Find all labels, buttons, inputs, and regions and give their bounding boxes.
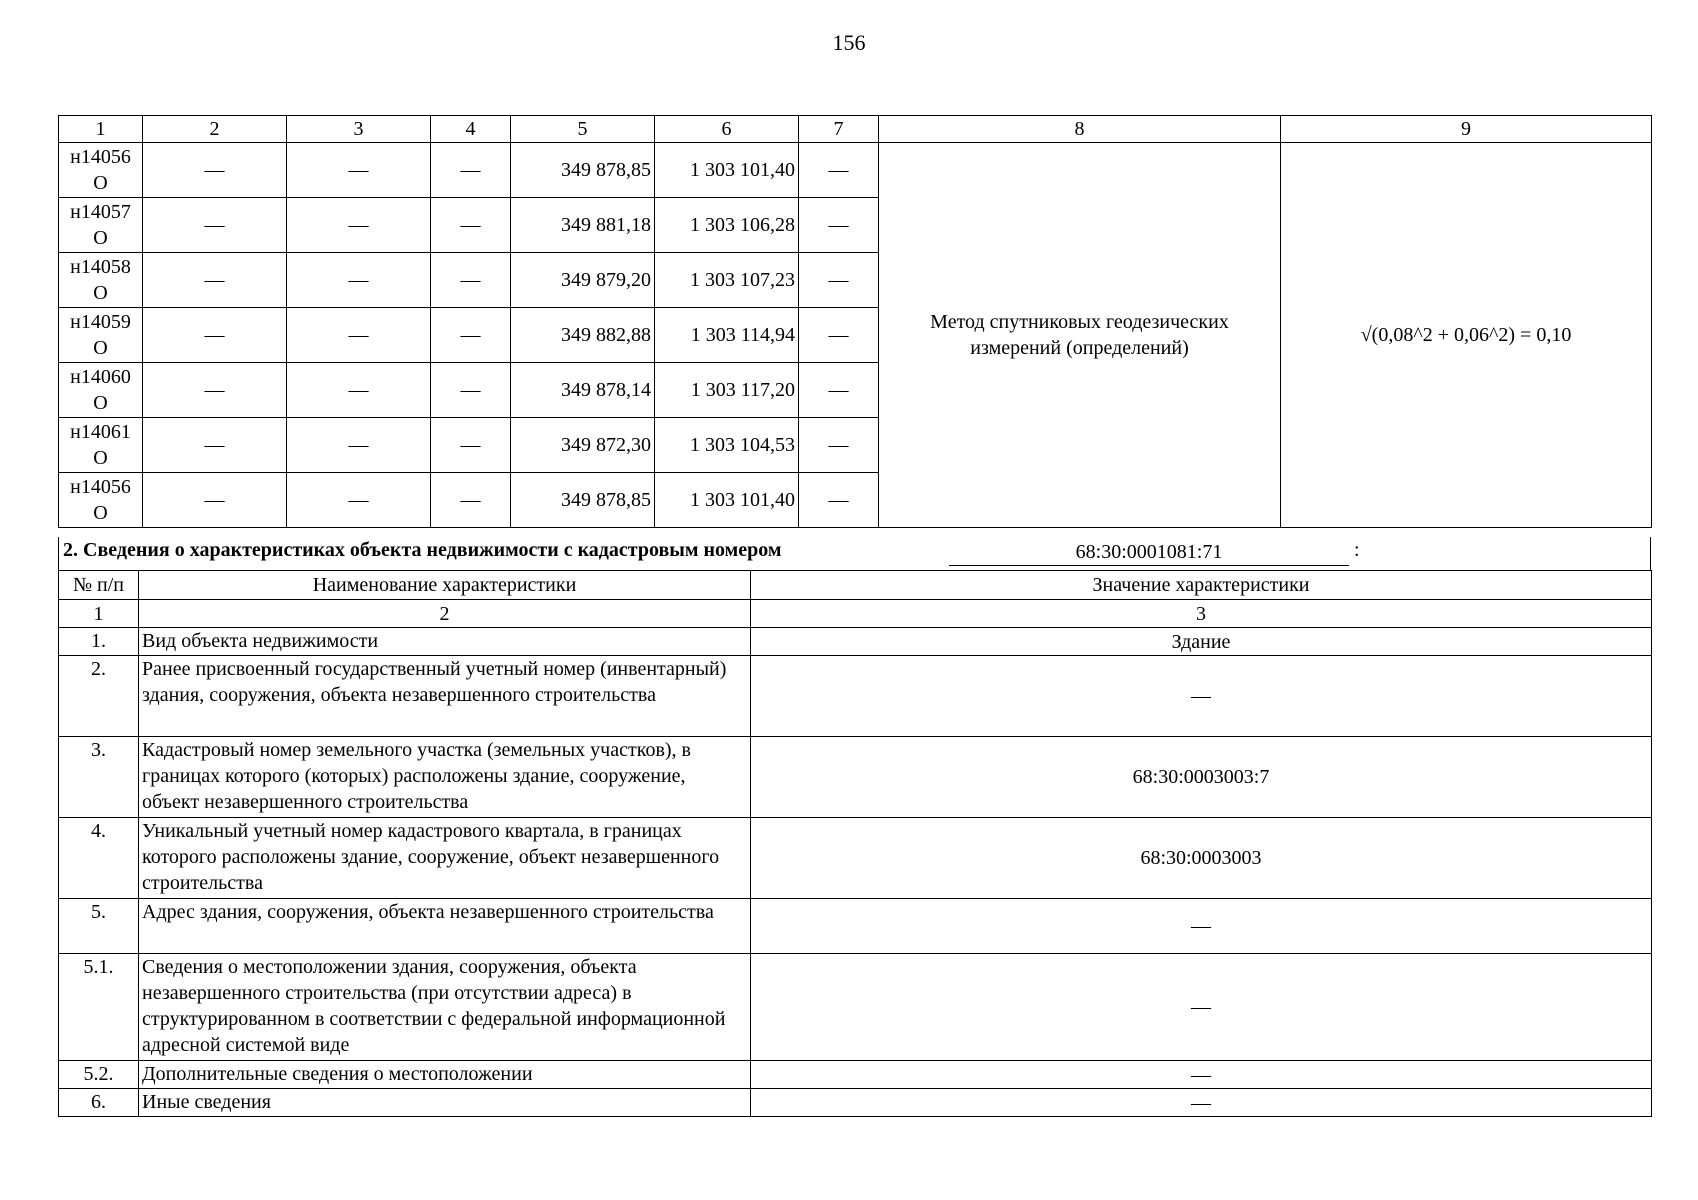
dash-cell: — bbox=[143, 308, 287, 363]
chars-colnum-row bbox=[59, 600, 1652, 628]
dash-cell: — bbox=[431, 473, 511, 528]
chars-header-row bbox=[59, 571, 1652, 600]
row-number: 5.2. bbox=[59, 1061, 139, 1089]
point-name: н14059 О bbox=[59, 308, 143, 363]
col-number: 3 bbox=[751, 600, 1652, 628]
point-name: н14061 О bbox=[59, 418, 143, 473]
row-number: 4. bbox=[59, 818, 139, 899]
dash-cell: — bbox=[143, 473, 287, 528]
dash-cell: — bbox=[799, 143, 879, 198]
col-number: 2 bbox=[143, 116, 287, 143]
header-name: Наименование характеристики bbox=[139, 571, 751, 600]
dash-cell: — bbox=[287, 143, 431, 198]
characteristic-name: Уникальный учетный номер кадастрового квартала, в границах которого расположены здание, сооружение, объект незавершенного строительства bbox=[139, 818, 751, 899]
table-row bbox=[59, 818, 1652, 899]
coord-y: 1 303 101,40 bbox=[655, 473, 799, 528]
dash-cell: — bbox=[431, 418, 511, 473]
col-number: 7 bbox=[799, 116, 879, 143]
table-row bbox=[59, 1061, 1652, 1089]
characteristic-value: — bbox=[751, 954, 1652, 1061]
coord-y: 1 303 106,28 bbox=[655, 198, 799, 253]
dash-cell: — bbox=[799, 418, 879, 473]
section2-heading: 2. Сведения о характеристиках объекта недвижимости с кадастровым номером bbox=[63, 539, 782, 561]
coord-y: 1 303 104,53 bbox=[655, 418, 799, 473]
dash-cell: — bbox=[799, 363, 879, 418]
characteristics-table bbox=[58, 570, 1652, 1117]
row-number: 1. bbox=[59, 628, 139, 656]
table-row bbox=[59, 954, 1652, 1061]
coord-y: 1 303 114,94 bbox=[655, 308, 799, 363]
row-number: 3. bbox=[59, 737, 139, 818]
coord-x: 349 878,85 bbox=[511, 143, 655, 198]
section2-heading-band bbox=[58, 537, 1651, 571]
dash-cell: — bbox=[431, 308, 511, 363]
row-number: 5. bbox=[59, 899, 139, 954]
dash-cell: — bbox=[143, 363, 287, 418]
dash-cell: — bbox=[431, 253, 511, 308]
col-number: 1 bbox=[59, 116, 143, 143]
dash-cell: — bbox=[431, 143, 511, 198]
row-number: 5.1. bbox=[59, 954, 139, 1061]
characteristic-value: — bbox=[751, 1089, 1652, 1117]
dash-cell: — bbox=[143, 198, 287, 253]
coord-y: 1 303 101,40 bbox=[655, 143, 799, 198]
characteristic-name: Сведения о местоположении здания, сооружения, объекта незавершенного строительства (при отсутствии адреса) в структурированном в соответствии с федеральной информационной адресной системой виде bbox=[139, 954, 751, 1061]
dash-cell: — bbox=[431, 198, 511, 253]
coordinates-table bbox=[58, 115, 1652, 528]
heading-colon: : bbox=[1354, 539, 1360, 561]
characteristic-name: Ранее присвоенный государственный учетный номер (инвентарный) здания, сооружения, объекта незавершенного строительства bbox=[139, 656, 751, 737]
table-row bbox=[59, 656, 1652, 737]
characteristic-value: — bbox=[751, 899, 1652, 954]
dash-cell: — bbox=[287, 308, 431, 363]
row-number: 6. bbox=[59, 1089, 139, 1117]
table-row bbox=[59, 143, 1652, 198]
table-row bbox=[59, 899, 1652, 954]
dash-cell: — bbox=[431, 363, 511, 418]
dash-cell: — bbox=[799, 253, 879, 308]
row-number: 2. bbox=[59, 656, 139, 737]
dash-cell: — bbox=[799, 473, 879, 528]
col-number: 6 bbox=[655, 116, 799, 143]
dash-cell: — bbox=[287, 363, 431, 418]
characteristic-value: 68:30:0003003:7 bbox=[751, 737, 1652, 818]
accuracy-cell: √(0,08^2 + 0,06^2) = 0,10 bbox=[1281, 143, 1652, 528]
characteristic-name: Вид объекта недвижимости bbox=[139, 628, 751, 656]
characteristic-name: Дополнительные сведения о местоположении bbox=[139, 1061, 751, 1089]
dash-cell: — bbox=[287, 253, 431, 308]
page-number: 156 bbox=[832, 30, 866, 55]
point-name: н14056 О bbox=[59, 473, 143, 528]
table-row bbox=[59, 737, 1652, 818]
characteristic-name: Кадастровый номер земельного участка (земельных участков), в границах которого (которых) расположены здание, сооружение, объект незавершенного строительства bbox=[139, 737, 751, 818]
characteristic-value: — bbox=[751, 656, 1652, 737]
method-cell: Метод спутниковых геодезических измерений (определений) bbox=[879, 143, 1281, 528]
dash-cell: — bbox=[143, 143, 287, 198]
coord-x: 349 882,88 bbox=[511, 308, 655, 363]
cadastral-number: 68:30:0001081:71 bbox=[949, 539, 1349, 566]
point-name: н14060 О bbox=[59, 363, 143, 418]
header-value: Значение характеристики bbox=[751, 571, 1652, 600]
characteristic-value: Здание bbox=[751, 628, 1652, 656]
coord-x: 349 881,18 bbox=[511, 198, 655, 253]
col-number: 5 bbox=[511, 116, 655, 143]
dash-cell: — bbox=[287, 473, 431, 528]
col-number: 3 bbox=[287, 116, 431, 143]
header-num: № п/п bbox=[59, 571, 139, 600]
point-name: н14057 О bbox=[59, 198, 143, 253]
characteristic-value: 68:30:0003003 bbox=[751, 818, 1652, 899]
coord-x: 349 878,85 bbox=[511, 473, 655, 528]
coord-x: 349 879,20 bbox=[511, 253, 655, 308]
coord-x: 349 872,30 bbox=[511, 418, 655, 473]
table-row bbox=[59, 628, 1652, 656]
dash-cell: — bbox=[799, 308, 879, 363]
coords-header-row bbox=[59, 116, 1652, 143]
dash-cell: — bbox=[143, 253, 287, 308]
point-name: н14058 О bbox=[59, 253, 143, 308]
col-number: 1 bbox=[59, 600, 139, 628]
characteristic-name: Адрес здания, сооружения, объекта незавершенного строительства bbox=[139, 899, 751, 954]
dash-cell: — bbox=[287, 418, 431, 473]
point-name: н14056 О bbox=[59, 143, 143, 198]
coord-y: 1 303 117,20 bbox=[655, 363, 799, 418]
dash-cell: — bbox=[287, 198, 431, 253]
col-number: 9 bbox=[1281, 116, 1652, 143]
coord-y: 1 303 107,23 bbox=[655, 253, 799, 308]
col-number: 8 bbox=[879, 116, 1281, 143]
col-number: 2 bbox=[139, 600, 751, 628]
characteristic-value: — bbox=[751, 1061, 1652, 1089]
characteristic-name: Иные сведения bbox=[139, 1089, 751, 1117]
dash-cell: — bbox=[143, 418, 287, 473]
dash-cell: — bbox=[799, 198, 879, 253]
table-row bbox=[59, 1089, 1652, 1117]
coord-x: 349 878,14 bbox=[511, 363, 655, 418]
col-number: 4 bbox=[431, 116, 511, 143]
